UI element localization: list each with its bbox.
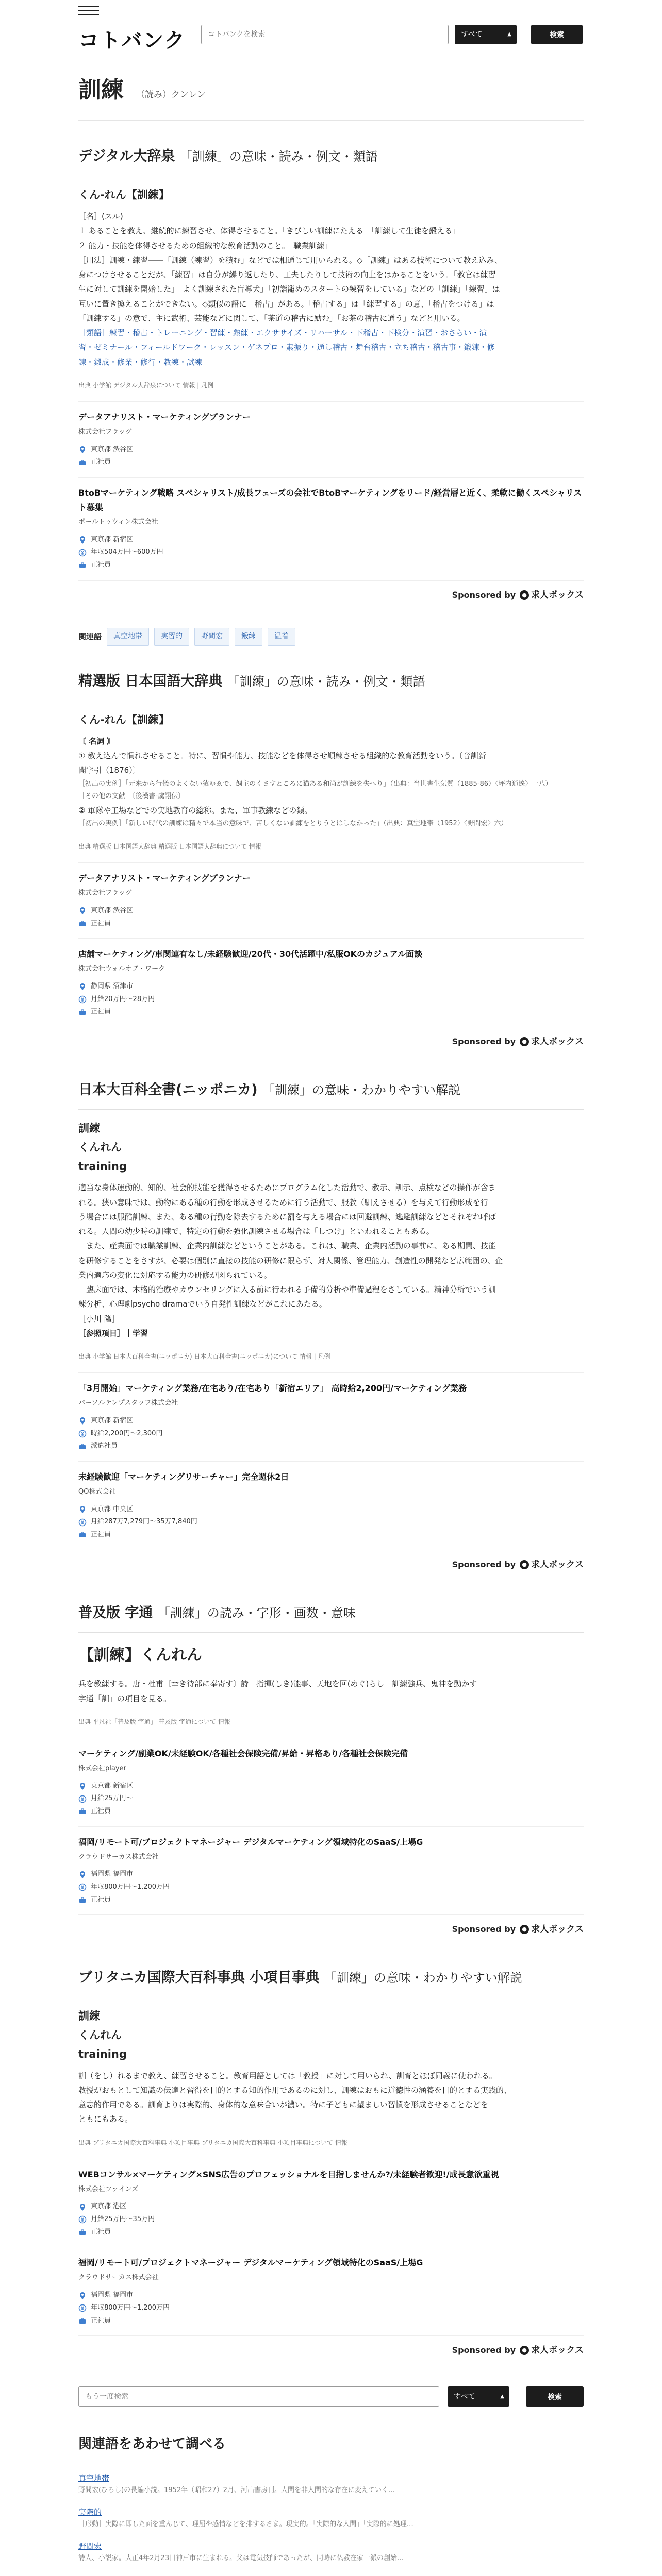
- job-card[interactable]: [78, 1462, 584, 1550]
- sponsor-brand[interactable]: [520, 2343, 584, 2359]
- job-title[interactable]: 未経験歓迎「マーケティングリサーチャー」完全週休2日: [78, 1471, 289, 1482]
- sponsor-brand[interactable]: [520, 1035, 584, 1050]
- headword: くん‐れん【訓練】: [78, 714, 170, 726]
- body-text: う場合には服酷訓練、また、ある種の行動を除去するために罰を与える場合には回避訓練、逃避訓練などとそれぞれ呼ば: [78, 1212, 496, 1222]
- sponsor-label: Sponsored by: [452, 1559, 516, 1569]
- brand-logo-icon: ●: [520, 590, 529, 600]
- author-credit: ［小川 隆］: [78, 1314, 120, 1324]
- salary-yen-icon: [78, 2304, 87, 2312]
- related-terms-inline: [78, 628, 584, 646]
- related-chip[interactable]: 実習的: [154, 628, 189, 646]
- job-location-text: 東京都 渋谷区: [91, 445, 134, 453]
- job-company: パーソルテンプスタッフ株式会社: [78, 1399, 178, 1408]
- job-type-text: 正社員: [91, 2316, 111, 2325]
- job-company: クラウドサーカス株式会社: [78, 2274, 159, 2282]
- job-location-text: 東京都 新宿区: [91, 1782, 134, 1790]
- job-listings: [78, 1738, 584, 1916]
- site-logo[interactable]: コトバンク: [78, 29, 186, 53]
- location-pin-icon: [78, 982, 87, 991]
- heading-suffix: 「訓練」の意味・読み・例文・類語: [179, 149, 378, 164]
- usage-note: 「訓練する」の意で、主に武術、芸能などに関して、「茶道の稽古に励む」「お茶の稽古に通う」などと用いる。: [78, 313, 465, 323]
- job-listings: [78, 862, 584, 1027]
- job-type-text: 正社員: [91, 919, 111, 927]
- body-text: 適当な身体運動的、知的、社会的技能を獲得させるためにプログラム化した活動で、教示、訓示、点検などの操作が含ま: [78, 1183, 496, 1193]
- synonyms[interactable]: 習・ゼミナール・フィールドワーク・レッスン・ゲネプロ・素振り・通し稽古・舞台稽古・立ち稽古・稽古事・鍛錬・修: [78, 343, 495, 352]
- job-salary: [78, 1792, 584, 1805]
- other-reference: ［その他の文献］〔後漢書‐虞詡伝〕: [78, 792, 185, 801]
- job-type: [78, 1894, 584, 1907]
- job-card[interactable]: [78, 863, 584, 939]
- bottom-search-bar: [78, 2381, 584, 2420]
- body-text: ともにもある。: [78, 2114, 133, 2124]
- job-type-text: 正社員: [91, 1531, 111, 1539]
- job-card[interactable]: [78, 1827, 584, 1916]
- definition-1: ① 教え込んで慣れさせること。特に、習慣や能力、技能などを体得させ順練させる組織的な教育活動をいう。〔音訓新: [78, 751, 486, 761]
- related-term-link[interactable]: 真空地帯: [78, 2473, 110, 2483]
- location-pin-icon: [78, 1871, 87, 1879]
- brand-logo-icon: ●: [520, 1925, 529, 1934]
- section-heading: [78, 669, 584, 701]
- source-credit[interactable]: 出典 小学館 デジタル大辞泉について 情報 | 凡例: [78, 381, 214, 389]
- sponsor-label: Sponsored by: [452, 1924, 516, 1935]
- job-card[interactable]: [78, 478, 584, 581]
- job-title[interactable]: 福岡/リモート可/プロジェクトマネージャー デジタルマーケティング領域特化のSaaS/上場G: [78, 2258, 423, 2268]
- job-type: [78, 1006, 584, 1019]
- job-card[interactable]: [78, 2247, 584, 2336]
- related-term-link[interactable]: 野間宏: [78, 2541, 102, 2551]
- example-quote: ［初出の実例］「新しい時代の訓練は精々で本当の意味で、苦しくない訓練をとりうとはしなかった」（出典：真空地帯（1952）〈野間宏〉六）: [78, 820, 508, 828]
- job-type: [78, 559, 584, 572]
- location-pin-icon: [78, 536, 87, 544]
- related-items: [78, 2467, 584, 2576]
- sponsor-brand-name: 求人ボックス: [531, 1559, 584, 1570]
- location-pin-icon: [78, 1782, 87, 1790]
- term: 訓練: [78, 1122, 100, 1135]
- location-pin-icon: [78, 1417, 87, 1425]
- part-of-speech: ［名］(スル): [78, 212, 123, 221]
- job-company: 株式会社ファインズ: [78, 2185, 139, 2193]
- search-scope-value: すべて: [454, 2393, 475, 2401]
- body-text: 練分析、心理劇psycho dramaでいう自発性訓練などがこれにあたる。: [78, 1299, 327, 1309]
- job-location-text: 東京都 港区: [91, 2202, 127, 2211]
- related-term-desc: 詩人、小説家。大正4年2月23日神戸市に生まれる。父は電気技師であったが、同時に仏教在家一派の創始…: [78, 2554, 404, 2562]
- search-scope-value: すべて: [461, 30, 483, 39]
- job-salary-text: 年収504万円～600万円: [91, 548, 163, 556]
- body-text: 意志的作用である。訓育よりは実際的、身体的な意味合いが濃い。特に子どもに望ましい習慣を形成させることなどを: [78, 2100, 489, 2110]
- location-pin-icon: [78, 907, 87, 915]
- briefcase-icon: [78, 1807, 87, 1816]
- job-type: [78, 1805, 584, 1818]
- related-term-link[interactable]: 実際的: [78, 2507, 102, 2517]
- job-type: [78, 456, 584, 469]
- section-daijisen: [78, 144, 584, 607]
- location-pin-icon: [78, 2203, 87, 2211]
- job-location: [78, 444, 584, 456]
- term-english: training: [78, 1160, 127, 1173]
- related-chip[interactable]: 野間宏: [194, 628, 229, 646]
- job-card[interactable]: [78, 2159, 584, 2248]
- search-input[interactable]: [201, 25, 449, 44]
- usage-note: 身につけさせることだが、「練習」は自分が繰り返したり、工夫したりして技術の向上をはかることをいう。「教官は練習: [78, 270, 496, 279]
- job-salary: [78, 1881, 584, 1894]
- location-pin-icon: [78, 1505, 87, 1514]
- synonyms[interactable]: 錬・鍛成・修業・修行・教練・試練: [78, 357, 203, 367]
- job-salary-text: 月給25万円～: [91, 1794, 133, 1803]
- search-scope-select[interactable]: [455, 25, 517, 57]
- job-title[interactable]: 店舗マーケティング/車関連有なし/未経験歓迎/20代・30代活躍中/私服OKのカジュアル面談: [78, 949, 423, 959]
- sponsor-label: Sponsored by: [452, 2345, 516, 2355]
- related-item: [78, 2501, 584, 2535]
- dict-name: 日本大百科全書(ニッポニカ): [78, 1081, 258, 1098]
- term-english: training: [78, 2047, 127, 2060]
- body-text: れる。人間の幼少時の訓練で、特定の行動を強化訓練させる場合は「しつけ」といわれることもある。: [78, 1227, 434, 1236]
- heading-suffix: 「訓練」の意味・読み・例文・類語: [227, 674, 425, 689]
- sponsored-by: [78, 581, 584, 607]
- sponsored-by: [78, 2336, 584, 2363]
- job-location-text: 東京都 新宿区: [91, 1416, 134, 1425]
- job-location: [78, 534, 584, 547]
- job-salary-text: 時給2,200円～2,300円: [91, 1429, 163, 1437]
- body-text: 訓（をし）れるまで教え、練習させること。教育用語としては「教授」に対して用いられ、訓育とほぼ同義に使われる。: [78, 2071, 497, 2080]
- job-company: クラウドサーカス株式会社: [78, 1853, 159, 1861]
- site-header: [0, 0, 662, 77]
- search-input-bottom[interactable]: [78, 2386, 439, 2407]
- dict-name: ブリタニカ国際大百科事典 小項目事典: [78, 1970, 320, 1986]
- sponsor-brand-name: 求人ボックス: [531, 1924, 584, 1935]
- body-text[interactable]: 字通「訓」の項目を見る。: [78, 1693, 172, 1703]
- sponsor-brand[interactable]: [520, 588, 584, 603]
- section-jitsu: [78, 1601, 584, 1942]
- search-button-bottom[interactable]: 検索: [526, 2386, 584, 2407]
- job-salary: [78, 2302, 584, 2315]
- job-type: [78, 2226, 584, 2239]
- job-card[interactable]: [78, 939, 584, 1027]
- definition-1: １ あることを教え、継続的に練習させ、体得させること。「きびしい訓練にたえる」「訓練して生徒を鍛える」: [78, 226, 460, 236]
- job-card[interactable]: [78, 402, 584, 478]
- job-title[interactable]: BtoBマーケティング戦略 スペシャリスト/成長フェーズの会社でBtoBマーケティングをリード/経営層と近く、柔軟に働くスペシャリスト募集: [78, 487, 582, 512]
- job-location: [78, 1415, 584, 1428]
- job-type-text: 派遣社員: [91, 1442, 118, 1450]
- job-type-text: 正社員: [91, 561, 111, 569]
- job-type-text: 正社員: [91, 1008, 111, 1016]
- job-location-text: 静岡県 沼津市: [91, 982, 134, 991]
- job-location-text: 福岡県 福岡市: [91, 2291, 134, 2299]
- example-quote: ［初出の実例］「元来から行儀のよくない猿ゆゑで、飼主のくさすところに猫ある和尚が訓練を失へり」（出典：当世書生気質（1885‐86）〈坪内逍遙〉一八）: [78, 779, 552, 788]
- job-company: 株式会社フラッグ: [78, 889, 132, 897]
- job-title[interactable]: データアナリスト・マーケティングプランナー: [78, 873, 251, 884]
- job-type: [78, 1529, 584, 1541]
- term: 訓練: [78, 2010, 100, 2023]
- briefcase-icon: [78, 1896, 87, 1904]
- sponsor-brand-name: 求人ボックス: [531, 589, 584, 600]
- job-location: [78, 2289, 584, 2302]
- briefcase-icon: [78, 561, 87, 569]
- location-pin-icon: [78, 446, 87, 454]
- job-type-text: 正社員: [91, 1895, 111, 1904]
- synonyms[interactable]: ［類語］練習・稽古・トレーニング・習練・熟練・エクササイズ・リハーサル・下稽古・下検分・演習・おさらい・演: [78, 328, 487, 337]
- sponsor-brand-name: 求人ボックス: [531, 2345, 584, 2356]
- related-term-desc: ［形動］実際に即した面を重んじて、理屈や感情などを排するさま。現実的。「実際的な人間」「実際的に処理…: [78, 2520, 413, 2528]
- job-listings: [78, 1372, 584, 1550]
- job-type-text: 正社員: [91, 458, 111, 466]
- location-pin-icon: [78, 2292, 87, 2300]
- related-terms-list: [78, 2433, 584, 2576]
- sponsor-brand-name: 求人ボックス: [531, 1037, 584, 1047]
- related-chip[interactable]: 温着: [268, 628, 295, 646]
- related-label: 関連語: [78, 632, 102, 641]
- job-type-text: 正社員: [91, 1807, 111, 1815]
- term-reading: くんれん: [78, 1141, 122, 1154]
- heading-suffix: 「訓練」の意味・わかりやすい解説: [262, 1082, 461, 1097]
- job-location-text: 福岡県 福岡市: [91, 1870, 134, 1878]
- body-text: れる。狭い意味では、動物にある種の行動を形成させるために行う活動で、服教（馴えさせる）を与えて行動形成を行: [78, 1197, 488, 1207]
- chevron-down-icon: ▲ ▼: [500, 2394, 504, 2420]
- briefcase-icon: [78, 2317, 87, 2325]
- job-company: ポールトゥウィン株式会社: [78, 518, 158, 526]
- related-chip[interactable]: 真空地帯: [107, 628, 149, 646]
- salary-yen-icon: [78, 2215, 87, 2224]
- related-item: [78, 2535, 584, 2569]
- job-location-text: 東京都 中央区: [91, 1505, 134, 1513]
- related-chip[interactable]: 鍛練: [235, 628, 262, 646]
- salary-yen-icon: [78, 1795, 87, 1803]
- headword: くん‐れん【訓練】: [78, 189, 170, 201]
- job-title[interactable]: 「3月開始」マーケティング業務/在宅あり/在宅あり「新宿エリア」 高時給2,200円/マーケティング業務: [78, 1383, 467, 1394]
- job-card[interactable]: [78, 1738, 584, 1827]
- briefcase-icon: [78, 920, 87, 928]
- job-card[interactable]: [78, 1373, 584, 1462]
- source-credit[interactable]: 出典 精選版 日本国語大辞典 精選版 日本国語大辞典について 情報: [78, 843, 261, 851]
- briefcase-icon: [78, 1443, 87, 1451]
- job-location: [78, 905, 584, 918]
- source-credit[interactable]: 出典 小学館 日本大百科全書(ニッポニカ) 日本大百科全書(ニッポニカ)について 情報 | 凡例: [78, 1353, 330, 1361]
- brand-logo-icon: ●: [520, 1037, 529, 1046]
- usage-note: 生に対して訓練を開始した」「よく訓練された盲導犬」「初詣籠めのスタートの練習をしている」などの「訓練」「練習」は: [78, 284, 500, 294]
- job-location-text: 東京都 渋谷区: [91, 906, 134, 914]
- job-type: [78, 918, 584, 930]
- menu-icon[interactable]: [78, 3, 99, 18]
- job-company: QO株式会社: [78, 1487, 116, 1496]
- job-salary: [78, 993, 584, 1006]
- main-content: [78, 70, 584, 2576]
- related-term-desc: 野間宏(ひろし)の長編小説。1952年（昭和27）2月、河出書房刊。人間を非人間的な存在に変えていく…: [78, 2486, 395, 2494]
- briefcase-icon: [78, 1531, 87, 1539]
- job-type: [78, 1440, 584, 1453]
- sponsored-by: [78, 1027, 584, 1054]
- page-title-bar: [78, 70, 584, 121]
- related-item: [78, 2569, 584, 2576]
- brand-logo-icon: ●: [520, 2346, 529, 2355]
- salary-yen-icon: [78, 1883, 87, 1891]
- body-text: 兵を教練する。唐・杜甫〔幸き待部に奉寄す〕詩 指揮(しき)能事、天地を回(めぐ)らし 訓練強兵、鬼神を動かす: [78, 1679, 477, 1689]
- part-of-speech: 〘 名詞 〙: [78, 736, 115, 746]
- job-salary: [78, 1428, 584, 1440]
- sponsored-by: [78, 1550, 584, 1577]
- job-type-text: 正社員: [91, 2228, 111, 2236]
- salary-yen-icon: [78, 1518, 87, 1527]
- kanji-headword: 【訓練】くんれん: [78, 1646, 202, 1664]
- related-item: [78, 2467, 584, 2501]
- sponsor-label: Sponsored by: [452, 1037, 516, 1047]
- section-heading: [78, 1078, 584, 1110]
- section-heading: [78, 1965, 584, 1997]
- heading-suffix: 「訓練」の読み・字形・画数・意味: [157, 1605, 356, 1620]
- dict-name: 精選版 日本国語大辞典: [78, 673, 223, 689]
- section-heading: [78, 1601, 584, 1633]
- body-text: 業内適応の変化に対応する能力の研修が図られている。: [78, 1270, 272, 1280]
- job-salary: [78, 546, 584, 559]
- search-scope-select-bottom[interactable]: [448, 2386, 509, 2420]
- salary-yen-icon: [78, 995, 87, 1004]
- search-button[interactable]: 検索: [531, 25, 583, 44]
- heading-suffix: 「訓練」の意味・わかりやすい解説: [324, 1971, 522, 1986]
- page-reading: （読み）クンレン: [136, 90, 206, 100]
- job-title[interactable]: マーケティング/副業OK/未経験OK/各種社会保険完備/昇給・昇格あり/各種社会保険完備: [78, 1748, 408, 1758]
- job-company: 株式会社ウォルオブ・ワーク: [78, 965, 166, 973]
- usage-note: 互いに置き換えることができない。◇類似の語に「稽古」がある。「稽古する」は「練習する」の意、「稽古をつける」は: [78, 299, 494, 309]
- job-location-text: 東京都 新宿区: [91, 535, 134, 544]
- job-salary-text: 年収800万円～1,200万円: [91, 1883, 170, 1891]
- section-britannica: [78, 1965, 584, 2363]
- job-location: [78, 1868, 584, 1881]
- briefcase-icon: [78, 459, 87, 467]
- job-location: [78, 1503, 584, 1516]
- sponsored-by: [78, 1915, 584, 1942]
- job-type: [78, 2315, 584, 2328]
- source-credit[interactable]: 出典 平凡社「普及版 字通」 普及版 字通について 情報: [78, 1718, 230, 1725]
- definition-2: ② 軍隊や工場などでの実地教育の総称。また、軍事教練などの類。: [78, 806, 312, 816]
- sponsor-brand[interactable]: [520, 1922, 584, 1938]
- job-location: [78, 1780, 584, 1793]
- usage-note: ［用法］訓練・練習――「訓練（練習）を積む」などでは相通じて用いられる。◇「訓練」はある技術について教え込み、: [78, 255, 503, 265]
- source-credit[interactable]: 出典 ブリタニカ国際大百科事典 小項目事典 ブリタニカ国際大百科事典 小項目事典について 情報: [78, 2139, 347, 2146]
- body-text: また、産業面では職業訓練、企業内訓練などということがある。これは、職業、企業内活動の事前に、ある期間、技能: [78, 1241, 496, 1251]
- body-text: 教授がおもとして知識の伝達と習得を目的とする知的作用であるのに対し、訓練はおもに道徳性の涵養を目的とする実践的、: [78, 2085, 512, 2095]
- job-title[interactable]: WEBコンサル×マーケティング×SNS広告のプロフェッショナルを目指しませんか?/未経験者歓迎!/成長意欲重視: [78, 2169, 499, 2179]
- job-salary: [78, 1516, 584, 1529]
- job-listings: [78, 401, 584, 581]
- job-salary-text: 月給287万7,279円～35万7,840円: [91, 1518, 197, 1526]
- sponsor-brand[interactable]: [520, 1557, 584, 1573]
- dict-name: デジタル大辞泉: [78, 148, 175, 164]
- briefcase-icon: [78, 2228, 87, 2236]
- job-salary-text: 月給25万円～35万円: [91, 2215, 155, 2224]
- job-title[interactable]: データアナリスト・マーケティングプランナー: [78, 412, 251, 422]
- job-salary: [78, 2213, 584, 2226]
- section-nikkoku: [78, 669, 584, 1054]
- term-reading: くんれん: [78, 2029, 122, 2042]
- section-nipponica: [78, 1078, 584, 1577]
- dict-name: 普及版 字通: [78, 1604, 153, 1621]
- chevron-down-icon: ▲ ▼: [507, 31, 511, 57]
- job-company: 株式会社player: [78, 1764, 126, 1772]
- definition-2: ２ 能力・技能を体得させるための組織的な教育活動のこと。「職業訓練」: [78, 241, 333, 250]
- job-listings: [78, 2159, 584, 2336]
- definition-1-cont: 聞字引（1876）〕: [78, 766, 141, 775]
- related-title: 関連語をあわせて調べる: [78, 2433, 584, 2463]
- job-location: [78, 980, 584, 993]
- job-title[interactable]: 福岡/リモート可/プロジェクトマネージャー デジタルマーケティング領域特化のSaaS/上場G: [78, 1837, 423, 1847]
- salary-yen-icon: [78, 1430, 87, 1438]
- job-location: [78, 2200, 584, 2213]
- body-text: を研修することをさすが、必要は個別に直接の技能の研修に限らず、対人関係、管理能力、創造性の開発など広範囲の、企: [78, 1256, 503, 1265]
- reference-items[interactable]: ［参照項目］｜学習: [78, 1328, 148, 1338]
- job-company: 株式会社フラッグ: [78, 428, 132, 436]
- briefcase-icon: [78, 1008, 87, 1016]
- job-salary-text: 年収800万円～1,200万円: [91, 2303, 170, 2312]
- sponsor-label: Sponsored by: [452, 589, 516, 600]
- body-text: 臨床面では、本格的治療やカウンセリングに入る前に行われる予備的分析や準備過程をさしている。精神分析でいう訓: [78, 1285, 496, 1295]
- salary-yen-icon: [78, 549, 87, 557]
- job-salary-text: 月給20万円～28万円: [91, 995, 155, 1003]
- page-title: 訓練: [78, 77, 124, 103]
- brand-logo-icon: ●: [520, 1560, 529, 1569]
- section-heading: [78, 144, 584, 176]
